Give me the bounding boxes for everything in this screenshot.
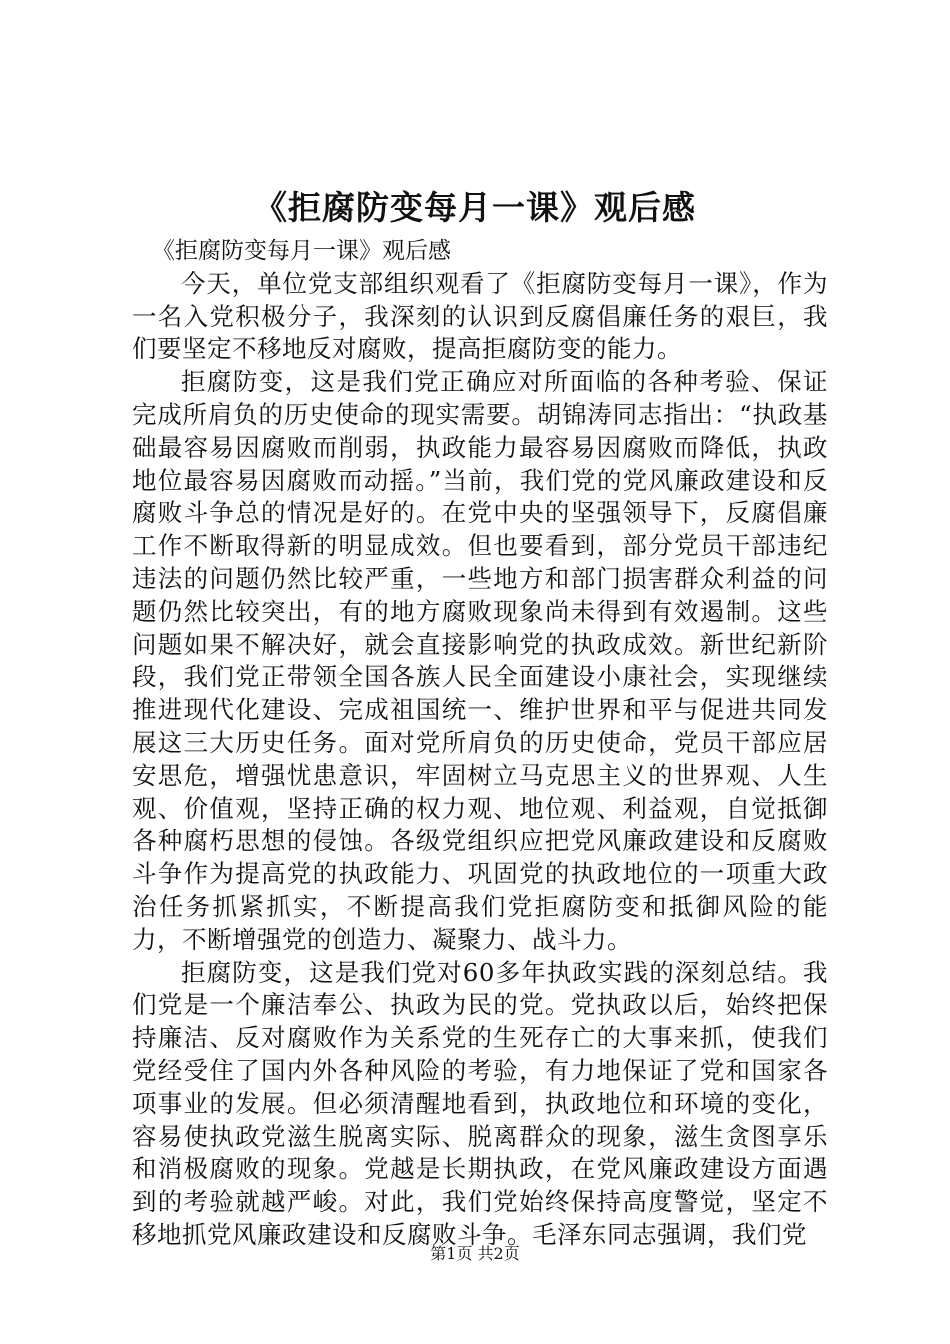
page-number-footer: 第1页 共2页 (430, 1244, 520, 1263)
document-title: 《拒腐防变每月一课》观后感 (254, 188, 696, 227)
document-body (132, 235, 828, 1252)
paragraph-3: 拒腐防变，这是我们党对60多年执政实践的深刻总结。我们党是一个廉洁奉公、执政为民的党。党执政以后，始终把保持廉洁、反对腐败作为关系党的生死存亡的大事来抓，使我们党经受住了国内外各种风险的考验，有力地保证了党和国家各项事业的发展。但必须清醒地看到，执政地位和环境的变化，容易使执政党滋生脱离实际、脱离群众的现象，滋生贪图享乐和消极腐败的现象。党越是长期执政，在党风廉政建设方面遇到的考验就越严峻。对此，我们党始终保持高度警觉，坚定不移地抓党风廉政建设和反腐败斗争。毛泽东同志强调，我们党 (132, 957, 828, 1249)
document-subtitle: 《拒腐防变每月一课》观后感 (152, 238, 451, 264)
paragraph-1: 今天，单位党支部组织观看了《拒腐防变每月一课》，作为一名入党积极分子，我深刻的认识到反腐倡廉任务的艰巨，我们要坚定不移地反对腐败，提高拒腐防变的能力。 (132, 268, 828, 364)
paragraph-2: 拒腐防变，这是我们党正确应对所面临的各种考验、保证完成所肩负的历史使命的现实需要。胡锦涛同志指出：“执政基础最容易因腐败而削弱，执政能力最容易因腐败而降低，执政地位最容易因腐败而动摇。”当前，我们党的党风廉政建设和反腐败斗争总的情况是好的。在党中央的坚强领导下，反腐倡廉工作不断取得新的明显成效。但也要看到，部分党员干部违纪违法的问题仍然比较严重，一些地方和部门损害群众利益的问题仍然比较突出，有的地方腐败现象尚未得到有效遏制。这些问题如果不解决好，就会直接影响党的执政成效。新世纪新阶段，我们党正带领全国各族人民全面建设小康社会，实现继续推进现代化建设、完成祖国统一、维护世界和平与促进共同发展这三大历史任务。面对党所肩负的历史使命，党员干部应居安思危，增强忧患意识，牢固树立马克思主义的世界观、人生观、价值观，坚持正确的权力观、地位观、利益观，自觉抵御各种腐朽思想的侵蚀。各级党组织应把党风廉政建设和反腐败斗争作为提高党的执政能力、巩固党的执政地位的一项重大政治任务抓紧抓实，不断提高我们党拒腐防变和抵御风险的能力，不断增强党的创造力、凝聚力、战斗力。 (132, 367, 828, 954)
